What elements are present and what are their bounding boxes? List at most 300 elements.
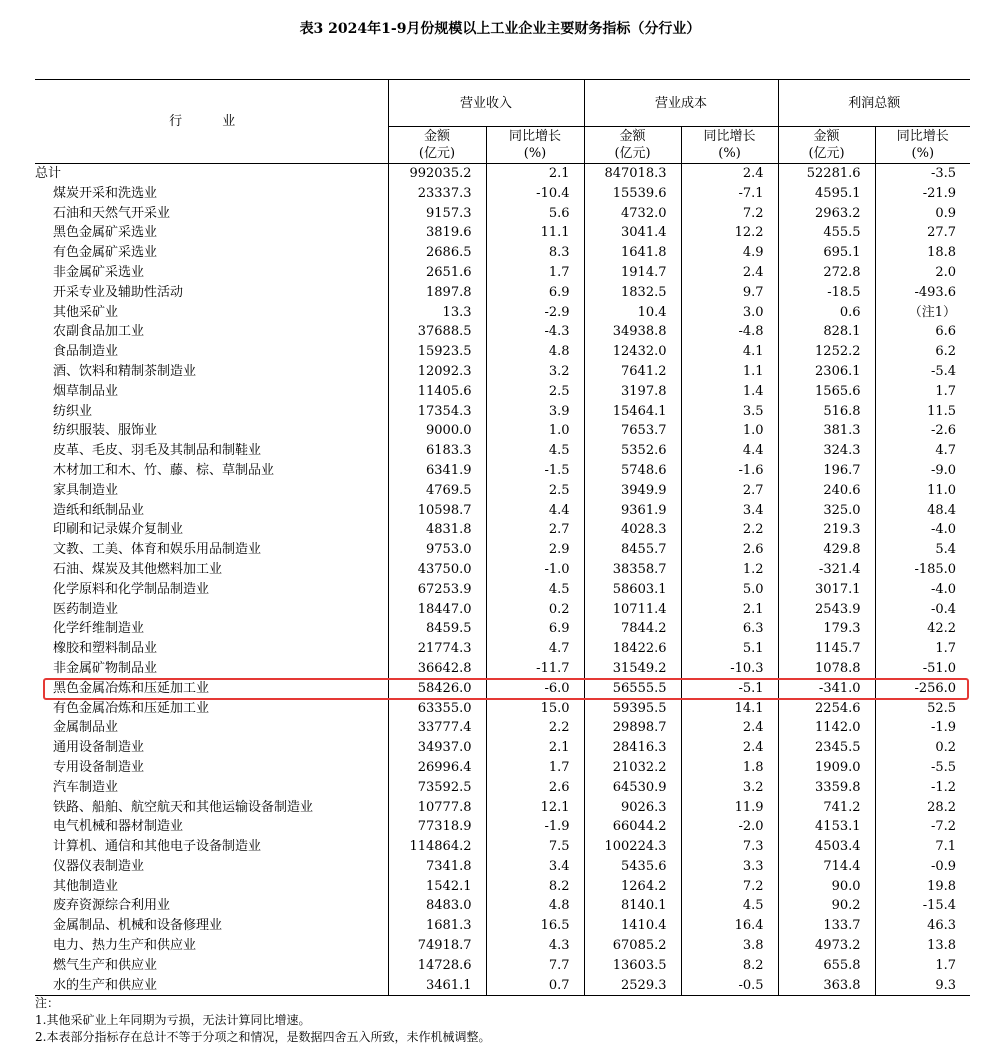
profit-amount-cell: 1565.6 [778,382,875,402]
table-row [35,402,970,422]
table-row [35,382,970,402]
industry-name-cell: 木材加工和木、竹、藤、棕、草制品业 [53,462,275,478]
industry-name-cell: 非金属矿物制品业 [53,660,158,676]
financial-indicators-table [35,79,970,996]
industry-name-cell: 家具制造业 [53,482,119,498]
cost-amount-cell: 38358.7 [584,560,681,580]
profit-amount-cell: 196.7 [778,461,875,481]
revenue-amount-cell: 8459.5 [388,619,486,639]
cost-growth-cell: 1.0 [681,421,778,441]
cost-growth-cell: 4.9 [681,243,778,263]
profit-growth-cell: 46.3 [875,916,970,936]
profit-amount-cell: 2963.2 [778,204,875,224]
industry-name-cell: 纺织服装、服饰业 [53,423,158,439]
revenue-amount-cell: 2651.6 [388,263,486,283]
revenue-amount-cell: 74918.7 [388,936,486,956]
table-row [35,204,970,224]
cost-amount-cell: 1832.5 [584,283,681,303]
cost-amount-cell: 5435.6 [584,857,681,877]
revenue-amount-cell: 37688.5 [388,322,486,342]
profit-growth-cell: 2.0 [875,263,970,283]
industry-name-cell: 汽车制造业 [53,779,119,795]
revenue-growth-cell: 1.7 [486,263,584,283]
revenue-amount-cell: 10598.7 [388,501,486,521]
cost-growth-cell: 2.1 [681,600,778,620]
revenue-growth-cell: 8.3 [486,243,584,263]
industry-name-cell: 废弃资源综合利用业 [53,898,171,914]
cost-growth-cell: 2.7 [681,481,778,501]
cost-amount-cell: 28416.3 [584,738,681,758]
profit-growth-cell: -5.4 [875,362,970,382]
cost-amount-cell: 56555.5 [584,679,681,699]
industry-name-cell: 烟草制品业 [53,383,119,399]
cost-growth-cell: 2.4 [681,738,778,758]
revenue-growth-cell: -10.4 [486,184,584,204]
industry-name-cell: 石油、煤炭及其他燃料加工业 [53,561,223,577]
industry-name-cell: 农副食品加工业 [53,324,145,340]
cost-growth-cell: 6.3 [681,619,778,639]
cost-amount-cell: 21032.2 [584,758,681,778]
profit-amount-cell: 381.3 [778,421,875,441]
industry-name-cell: 化学原料和化学制品制造业 [53,581,210,597]
cost-growth-cell: 14.1 [681,699,778,719]
revenue-amount-cell: 992035.2 [388,164,486,184]
revenue-growth-cell: 15.0 [486,699,584,719]
profit-amount-cell: 714.4 [778,857,875,877]
table-row [35,481,970,501]
cost-amount-cell: 10711.4 [584,600,681,620]
revenue-amount-cell: 13.3 [388,303,486,323]
profit-amount-cell: 363.8 [778,976,875,996]
profit-amount-cell: -341.0 [778,679,875,699]
profit-growth-cell: 7.1 [875,837,970,857]
profit-growth-cell: 6.2 [875,342,970,362]
industry-name-cell: 文教、工美、体育和娱乐用品制造业 [53,542,262,558]
revenue-growth-cell: 2.7 [486,520,584,540]
table-row [35,758,970,778]
profit-amount-cell: 655.8 [778,956,875,976]
cost-growth-cell: -5.1 [681,679,778,699]
profit-growth-cell: -21.9 [875,184,970,204]
cost-amount-cell: 58603.1 [584,580,681,600]
cost-amount-cell: 5748.6 [584,461,681,481]
revenue-amount-cell: 7341.8 [388,857,486,877]
profit-amount-cell: 2254.6 [778,699,875,719]
revenue-amount-cell: 3461.1 [388,976,486,996]
profit-growth-cell: 6.6 [875,322,970,342]
profit-growth-cell: 1.7 [875,956,970,976]
note-1: 1.其他采矿业上年同期为亏损，无法计算同比增速。 [35,1013,311,1027]
industry-name-cell: 非金属矿采选业 [53,264,145,280]
revenue-amount-cell: 114864.2 [388,837,486,857]
revenue-amount-cell: 4769.5 [388,481,486,501]
revenue-growth-cell: 4.5 [486,441,584,461]
profit-amount-cell: 429.8 [778,540,875,560]
cost-amount-cell: 34938.8 [584,322,681,342]
profit-amount-cell: 1145.7 [778,639,875,659]
revenue-growth-cell: -6.0 [486,679,584,699]
cost-growth-cell: 7.2 [681,204,778,224]
revenue-growth-cell: 6.9 [486,283,584,303]
profit-growth-cell: 13.8 [875,936,970,956]
cost-growth-cell: 3.5 [681,402,778,422]
profit-amount-cell: -18.5 [778,283,875,303]
revenue-growth-header: 同比增长 (%) [486,127,584,164]
revenue-amount-cell: 9000.0 [388,421,486,441]
cost-growth-cell: 3.2 [681,778,778,798]
profit-growth-cell: -493.6 [875,283,970,303]
profit-amount-cell: 455.5 [778,223,875,243]
table-row [35,699,970,719]
cost-growth-cell: -10.3 [681,659,778,679]
industry-name-cell: 电气机械和器材制造业 [53,819,184,835]
profit-amount-cell: 3359.8 [778,778,875,798]
revenue-amount-cell: 34937.0 [388,738,486,758]
profit-growth-cell: 9.3 [875,976,970,996]
revenue-amount-cell: 14728.6 [388,956,486,976]
cost-amount-cell: 847018.3 [584,164,681,184]
profit-growth-cell: 11.5 [875,402,970,422]
profit-amount-cell: 1078.8 [778,659,875,679]
revenue-growth-cell: 2.2 [486,718,584,738]
cost-growth-cell: 2.4 [681,718,778,738]
profit-growth-cell: -5.5 [875,758,970,778]
table-row [35,659,970,679]
profit-amount-cell: 2543.9 [778,600,875,620]
revenue-growth-cell: 2.5 [486,382,584,402]
table-row [35,877,970,897]
revenue-amount-cell: 58426.0 [388,679,486,699]
cost-amount-cell: 7844.2 [584,619,681,639]
cost-amount-cell: 18422.6 [584,639,681,659]
revenue-amount-cell: 6183.3 [388,441,486,461]
table-row [35,184,970,204]
cost-amount-cell: 1914.7 [584,263,681,283]
cost-growth-cell: -7.1 [681,184,778,204]
cost-amount-cell: 8140.1 [584,896,681,916]
cost-amount-cell: 4028.3 [584,520,681,540]
profit-amount-cell: 828.1 [778,322,875,342]
revenue-amount-cell: 43750.0 [388,560,486,580]
table-title: 表3 2024年1-9月份规模以上工业企业主要财务指标（分行业） [299,21,701,37]
revenue-growth-cell: 2.1 [486,738,584,758]
table-row [35,778,970,798]
cost-amount-cell: 7641.2 [584,362,681,382]
cost-amount-cell: 13603.5 [584,956,681,976]
profit-amount-cell: 695.1 [778,243,875,263]
profit-amount-cell: -321.4 [778,560,875,580]
revenue-amount-cell: 2686.5 [388,243,486,263]
profit-amount-cell: 325.0 [778,501,875,521]
cost-header: 营业成本 [584,80,778,127]
revenue-amount-cell: 9753.0 [388,540,486,560]
table-notes [35,995,970,1046]
cost-amount-cell: 3949.9 [584,481,681,501]
table-row [35,560,970,580]
cost-growth-cell: 8.2 [681,956,778,976]
industry-name-cell: 纺织业 [53,403,93,419]
industry-name-cell: 化学纤维制造业 [53,621,145,637]
revenue-amount-cell: 73592.5 [388,778,486,798]
industry-name-cell: 黑色金属冶炼和压延加工业 [53,680,210,696]
table-row [35,303,970,323]
revenue-growth-cell: 5.6 [486,204,584,224]
revenue-amount-cell: 1542.1 [388,877,486,897]
industry-name-cell: 酒、饮料和精制茶制造业 [53,363,197,379]
profit-growth-cell: 1.7 [875,382,970,402]
revenue-growth-cell: 1.7 [486,758,584,778]
revenue-growth-cell: 2.5 [486,481,584,501]
profit-growth-cell: -0.4 [875,600,970,620]
profit-amount-cell: 4595.1 [778,184,875,204]
cost-amount-cell: 66044.2 [584,817,681,837]
revenue-growth-cell: 7.5 [486,837,584,857]
cost-amount-header: 金额 (亿元) [584,127,681,164]
revenue-growth-cell: 3.9 [486,402,584,422]
revenue-growth-cell: 4.8 [486,342,584,362]
industry-name-cell: 燃气生产和供应业 [53,957,158,973]
revenue-amount-cell: 1681.3 [388,916,486,936]
revenue-growth-cell: 16.5 [486,916,584,936]
industry-name-cell: 铁路、船舶、航空航天和其他运输设备制造业 [53,799,314,815]
revenue-growth-cell: 2.9 [486,540,584,560]
profit-growth-cell: 48.4 [875,501,970,521]
table-row [35,600,970,620]
cost-growth-cell: 2.4 [681,164,778,184]
profit-amount-cell: 52281.6 [778,164,875,184]
revenue-growth-cell: 12.1 [486,798,584,818]
cost-amount-cell: 2529.3 [584,976,681,996]
profit-growth-cell: -15.4 [875,896,970,916]
profit-growth-cell: -0.9 [875,857,970,877]
revenue-growth-cell: 3.2 [486,362,584,382]
industry-name-cell: 水的生产和供应业 [35,976,388,996]
profit-growth-cell: -4.0 [875,520,970,540]
table-row [35,976,970,996]
profit-growth-cell: -3.5 [875,164,970,184]
revenue-growth-cell: 2.6 [486,778,584,798]
revenue-amount-cell: 15923.5 [388,342,486,362]
industry-name-cell: 有色金属矿采选业 [53,245,158,261]
industry-name-cell: 专用设备制造业 [53,759,145,775]
cost-amount-cell: 9026.3 [584,798,681,818]
cost-amount-cell: 3197.8 [584,382,681,402]
revenue-amount-cell: 18447.0 [388,600,486,620]
industry-name-cell: 有色金属冶炼和压延加工业 [53,700,210,716]
profit-growth-cell: -7.2 [875,817,970,837]
profit-amount-cell: 179.3 [778,619,875,639]
profit-amount-cell: 272.8 [778,263,875,283]
table-row [35,501,970,521]
table-row [35,243,970,263]
industry-name-cell: 计算机、通信和其他电子设备制造业 [53,839,262,855]
cost-growth-cell: 4.5 [681,896,778,916]
cost-amount-cell: 29898.7 [584,718,681,738]
profit-amount-cell: 3017.1 [778,580,875,600]
cost-amount-cell: 100224.3 [584,837,681,857]
note-2: 2.本表部分指标存在总计不等于分项之和情况，是数据四舍五入所致，未作机械调整。 [35,1030,491,1044]
total-row [35,164,970,184]
profit-amount-cell: 4973.2 [778,936,875,956]
industry-name-cell: 橡胶和塑料制品业 [53,641,158,657]
profit-amount-cell: 0.6 [778,303,875,323]
table-row [35,857,970,877]
profit-growth-cell: -185.0 [875,560,970,580]
table-row [35,916,970,936]
cost-growth-cell: 11.9 [681,798,778,818]
industry-name-cell: 食品制造业 [53,344,119,360]
profit-amount-cell: 1909.0 [778,758,875,778]
table-row [35,421,970,441]
cost-growth-cell: 1.1 [681,362,778,382]
profit-growth-cell: -4.0 [875,580,970,600]
industry-name-cell: 金属制品、机械和设备修理业 [53,918,223,934]
revenue-growth-cell: 11.1 [486,223,584,243]
revenue-growth-cell: -2.9 [486,303,584,323]
industry-name-cell: 皮革、毛皮、羽毛及其制品和制鞋业 [53,443,262,459]
cost-growth-cell: 5.0 [681,580,778,600]
table-row [35,342,970,362]
cost-amount-cell: 31549.2 [584,659,681,679]
profit-amount-cell: 240.6 [778,481,875,501]
industry-name-cell: 石油和天然气开采业 [53,205,171,221]
profit-amount-cell: 90.0 [778,877,875,897]
revenue-growth-cell: 0.2 [486,600,584,620]
profit-growth-cell: 0.9 [875,204,970,224]
cost-amount-cell: 12432.0 [584,342,681,362]
cost-amount-cell: 15464.1 [584,402,681,422]
profit-header: 利润总额 [778,80,970,127]
revenue-amount-cell: 11405.6 [388,382,486,402]
profit-amount-cell: 741.2 [778,798,875,818]
cost-amount-cell: 1264.2 [584,877,681,897]
cost-growth-cell: 5.1 [681,639,778,659]
cost-growth-cell: -2.0 [681,817,778,837]
profit-amount-cell: 2345.5 [778,738,875,758]
table-row [35,441,970,461]
revenue-amount-cell: 63355.0 [388,699,486,719]
revenue-amount-cell: 26996.4 [388,758,486,778]
table-row [35,738,970,758]
industry-name-cell: 仪器仪表制造业 [53,858,145,874]
cost-growth-cell: 4.4 [681,441,778,461]
table-row [35,837,970,857]
table-row [35,718,970,738]
profit-growth-cell: -2.6 [875,421,970,441]
table-row [35,520,970,540]
revenue-amount-cell: 33777.4 [388,718,486,738]
cost-growth-cell: 1.8 [681,758,778,778]
cost-growth-cell: 1.4 [681,382,778,402]
profit-amount-cell: 219.3 [778,520,875,540]
industry-name-cell: 总计 [35,166,62,181]
table-row [35,362,970,382]
profit-amount-cell: 4153.1 [778,817,875,837]
table-row [35,322,970,342]
profit-growth-cell: 52.5 [875,699,970,719]
profit-growth-cell: -51.0 [875,659,970,679]
revenue-amount-cell: 9157.3 [388,204,486,224]
cost-growth-cell: -4.8 [681,322,778,342]
revenue-growth-cell: 6.9 [486,619,584,639]
cost-amount-cell: 64530.9 [584,778,681,798]
revenue-growth-cell: 8.2 [486,877,584,897]
cost-growth-cell: 16.4 [681,916,778,936]
cost-amount-cell: 8455.7 [584,540,681,560]
revenue-amount-cell: 3819.6 [388,223,486,243]
revenue-amount-cell: 10777.8 [388,798,486,818]
cost-amount-cell: 7653.7 [584,421,681,441]
profit-amount-cell: 1252.2 [778,342,875,362]
profit-amount-cell: 516.8 [778,402,875,422]
revenue-growth-cell: -1.0 [486,560,584,580]
industry-name-cell: 电力、热力生产和供应业 [53,938,197,954]
table-body [35,164,970,996]
cost-amount-cell: 1410.4 [584,916,681,936]
profit-growth-cell: -9.0 [875,461,970,481]
profit-growth-cell: 0.2 [875,738,970,758]
cost-growth-cell: 3.4 [681,501,778,521]
revenue-growth-cell: 2.1 [486,164,584,184]
revenue-growth-cell: -1.5 [486,461,584,481]
industry-name-cell: 通用设备制造业 [53,740,145,756]
revenue-growth-cell: 7.7 [486,956,584,976]
revenue-amount-cell: 8483.0 [388,896,486,916]
table-row [35,283,970,303]
table-row [35,798,970,818]
revenue-growth-cell: 1.0 [486,421,584,441]
revenue-amount-cell: 23337.3 [388,184,486,204]
revenue-growth-cell: -1.9 [486,817,584,837]
revenue-amount-cell: 6341.9 [388,461,486,481]
profit-growth-cell: 11.0 [875,481,970,501]
revenue-amount-cell: 21774.3 [388,639,486,659]
revenue-amount-header: 金额 (亿元) [388,127,486,164]
cost-amount-cell: 5352.6 [584,441,681,461]
profit-growth-cell: 18.8 [875,243,970,263]
profit-amount-cell: 1142.0 [778,718,875,738]
cost-amount-cell: 3041.4 [584,223,681,243]
table-row [35,817,970,837]
cost-growth-cell: 1.2 [681,560,778,580]
cost-growth-cell: 2.2 [681,520,778,540]
table-row [35,263,970,283]
revenue-amount-cell: 12092.3 [388,362,486,382]
cost-growth-cell: 2.4 [681,263,778,283]
profit-growth-cell: 19.8 [875,877,970,897]
revenue-growth-cell: 4.4 [486,501,584,521]
cost-growth-cell: 3.0 [681,303,778,323]
profit-growth-cell: -1.2 [875,778,970,798]
cost-growth-cell: -1.6 [681,461,778,481]
table-row [35,936,970,956]
profit-growth-cell: 28.2 [875,798,970,818]
profit-amount-cell: 4503.4 [778,837,875,857]
table-row [35,540,970,560]
industry-name-cell: 其他制造业 [53,878,119,894]
revenue-amount-cell: 1897.8 [388,283,486,303]
revenue-amount-cell: 4831.8 [388,520,486,540]
profit-growth-header: 同比增长 (%) [875,127,970,164]
industry-name-cell: 黑色金属矿采选业 [53,225,158,241]
profit-amount-header: 金额 (亿元) [778,127,875,164]
table-row [35,896,970,916]
profit-growth-cell: 27.7 [875,223,970,243]
profit-amount-cell: 90.2 [778,896,875,916]
highlight-box [43,678,969,700]
revenue-growth-cell: -11.7 [486,659,584,679]
cost-amount-cell: 15539.6 [584,184,681,204]
